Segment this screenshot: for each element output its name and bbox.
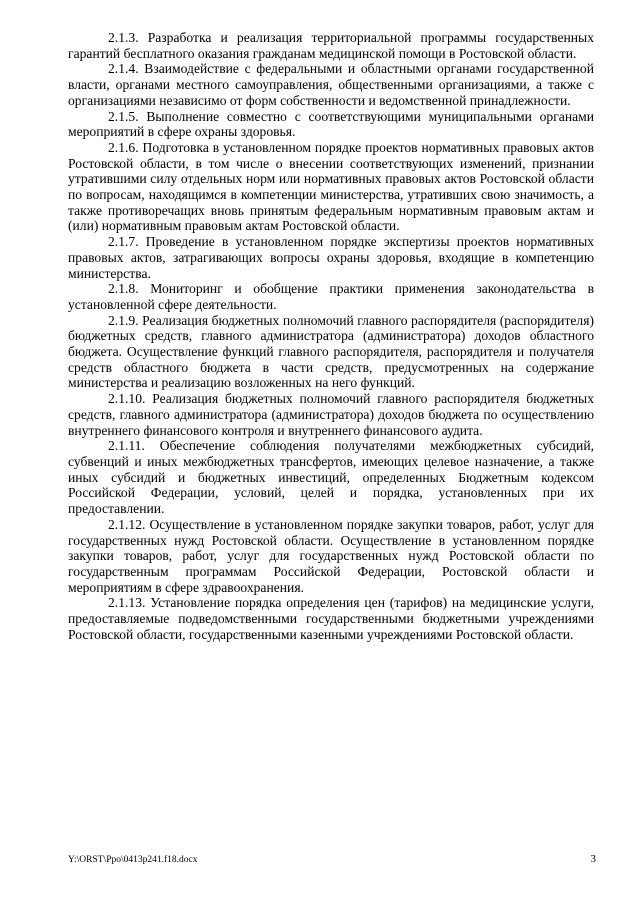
page-number: 3 [590, 853, 596, 865]
footer-file-path: Y:\ORST\Ppo\0413p241.f18.docx [68, 855, 198, 865]
paragraph-2-1-9: 2.1.9. Реализация бюджетных полномочий главного распорядителя (распорядителя) бюджетных средств, главного администратора (администратора) доходов областного бюджета. Осуществление функций главного распорядителя, распорядителя и получателя средств областного бюджета в части средств, предусмотренных на содержание министерства и реализацию возложенных на него функций. [68, 312, 594, 391]
paragraph-2-1-10: 2.1.10. Реализация бюджетных полномочий главного распорядителя бюджетных средств, главного администратора (администратора) доходов бюджета по осуществлению внутреннего финансового контроля и внутреннего финансового аудита. [68, 391, 594, 438]
document-body [68, 30, 594, 642]
paragraph-2-1-5: 2.1.5. Выполнение совместно с соответствующими муниципальными органами мероприятий в сфере охраны здоровья. [68, 108, 594, 140]
paragraph-2-1-4: 2.1.4. Взаимодействие с федеральными и областными органами государственной власти, органами местного самоуправления, общественными организациями, а также с организациями независимо от форм собственности и ведомственной принадлежности. [68, 61, 594, 108]
paragraph-2-1-12: 2.1.12. Осуществление в установленном порядке закупки товаров, работ, услуг для государственных нужд Ростовской области. Осуществление в установленном порядке закупки товаров, работ, услуг для государственных нужд Ростовской области по государственным программам Российской Федерации, Ростовской области и мероприятиям в сфере здравоохранения. [68, 516, 594, 595]
paragraph-2-1-7: 2.1.7. Проведение в установленном порядке экспертизы проектов нормативных правовых актов, затрагивающих вопросы охраны здоровья, входящие в компетенцию министерства. [68, 234, 594, 281]
paragraph-2-1-6: 2.1.6. Подготовка в установленном порядке проектов нормативных правовых актов Ростовской области, в том числе о внесении соответствующих изменений, признании утратившими силу отдельных норм или нормативных правовых актов Ростовской области по вопросам, находящимся в компетенции министерства, утративших свою значимость, а также противоречащих вновь принятым федеральным нормативным правовым актам и (или) нормативным правовым актам Ростовской области. [68, 139, 594, 234]
paragraph-2-1-3: 2.1.3. Разработка и реализация территориальной программы государственных гарантий бесплатного оказания гражданам медицинской помощи в Ростовской области. [68, 30, 594, 61]
paragraph-2-1-13: 2.1.13. Установление порядка определения цен (тарифов) на медицинские услуги, предоставляемые подведомственными государственными бюджетными учреждениями Ростовской области, государственными казенными учреждениями Ростовской области. [68, 595, 594, 642]
paragraph-2-1-8: 2.1.8. Мониторинг и обобщение практики применения законодательства в установленной сфере деятельности. [68, 281, 594, 312]
paragraph-2-1-11: 2.1.11. Обеспечение соблюдения получателями межбюджетных субсидий, субвенций и иных межбюджетных трансфертов, имеющих целевое назначение, а также иных субсидий и бюджетных инвестиций, определенных Бюджетным кодексом Российской Федерации, условий, целей и порядка, установленных при их предоставлении. [68, 438, 594, 517]
